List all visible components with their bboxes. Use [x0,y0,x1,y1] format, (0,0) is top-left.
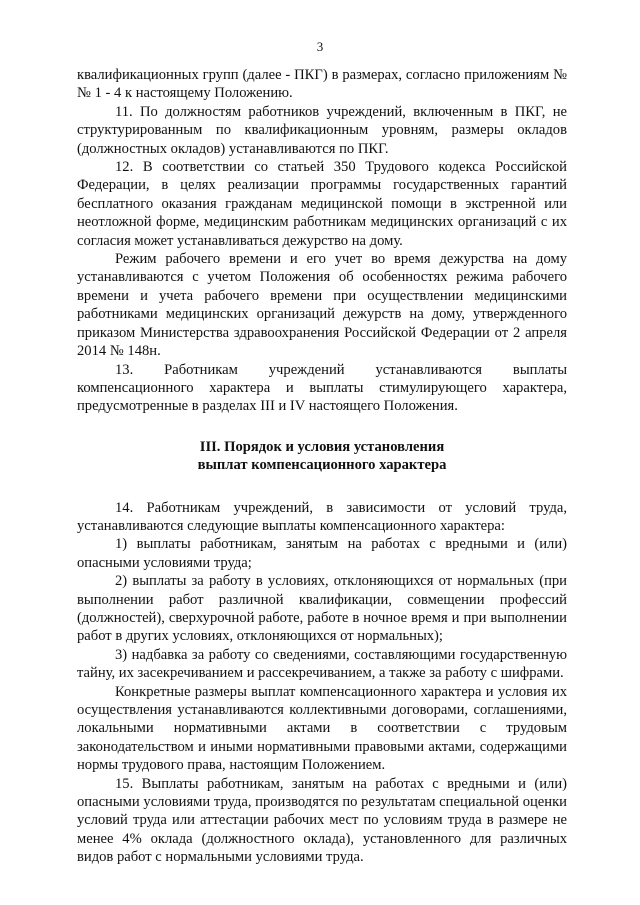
section-heading [77,438,567,475]
paragraph: 12. В соответствии со статьей 350 Трудового кодекса Российской Федерации, в целях реализации программы государственных гарантий бесплатного оказания гражданам медицинской помощи в экстренной или неотложной форме, медицинским работникам медицинских организаций с их согласия может устанавливаться дежурство на дому. [77,159,567,249]
paragraph: 13. Работникам учреждений устанавливаются выплаты компенсационного характера и выплаты стимулирующего характера, предусмотренные в разделах III и IV настоящего Положения. [77,361,567,415]
paragraphs-before-section [77,66,567,416]
paragraph: Конкретные размеры выплат компенсационного характера и условия их осуществления устанавливаются коллективными договорами, соглашениями, локальными нормативными актами в соответствии с трудовым законодательством и иными нормативными правовыми актами, содержащими нормы трудового права, настоящим Положением. [77,683,567,774]
paragraph: 1) выплаты работникам, занятым на работах с вредными и (или) опасными условиями труда; [77,536,567,571]
page-number: 3 [316,39,324,54]
section-heading-line-2: выплат компенсационного характера [197,457,447,474]
paragraph: 2) выплаты за работу в условиях, отклоняющихся от нормальных (при выполнении работ различной квалификации, совмещении профессий (должностей), сверхурочной работе, работе в ночное время и при выполнении работ в других условиях, отклоняющихся от нормальных); [77,573,567,645]
section-heading-line-1: III. Порядок и условия установления [199,438,445,455]
paragraphs-after-section [77,499,567,867]
document-body [77,66,567,867]
paragraph: Режим рабочего времени и его учет во время дежурства на дому устанавливаются с учетом Положения об особенностях режима рабочего времени и учета рабочего времени при осуществлении медицинскими работниками медицинских организаций дежурств на дому, утвержденного приказом Министерства здравоохранения Российской Федерации от 2 апреля 2014 № 148н. [77,251,567,360]
paragraph: 11. По должностям работников учреждений, включенным в ПКГ, не структурированным по квалификационным уровням, размеры окладов (должностных окладов) устанавливаются по ПКГ. [77,103,567,157]
paragraph: 15. Выплаты работникам, занятым на работах с вредными и (или) опасными условиями труда, производятся по результатам специальной оценки условий труда или аттестации рабочих мест по условиям труда в размере не менее 4% оклада (должностного оклада), установленного для различных видов работ с нормальными условиями труда. [77,775,567,866]
paragraph: 3) надбавка за работу со сведениями, составляющими государственную тайну, их засекречиванием и рассекречиванием, а также за работу с шифрами. [77,646,567,682]
paragraph: квалификационных групп (далее - ПКГ) в размерах, согласно приложениям №№ 1 - 4 к настоящему Положению. [77,67,567,102]
paragraph: 14. Работникам учреждений, в зависимости от условий труда, устанавливаются следующие выплаты компенсационного характера: [77,499,567,534]
